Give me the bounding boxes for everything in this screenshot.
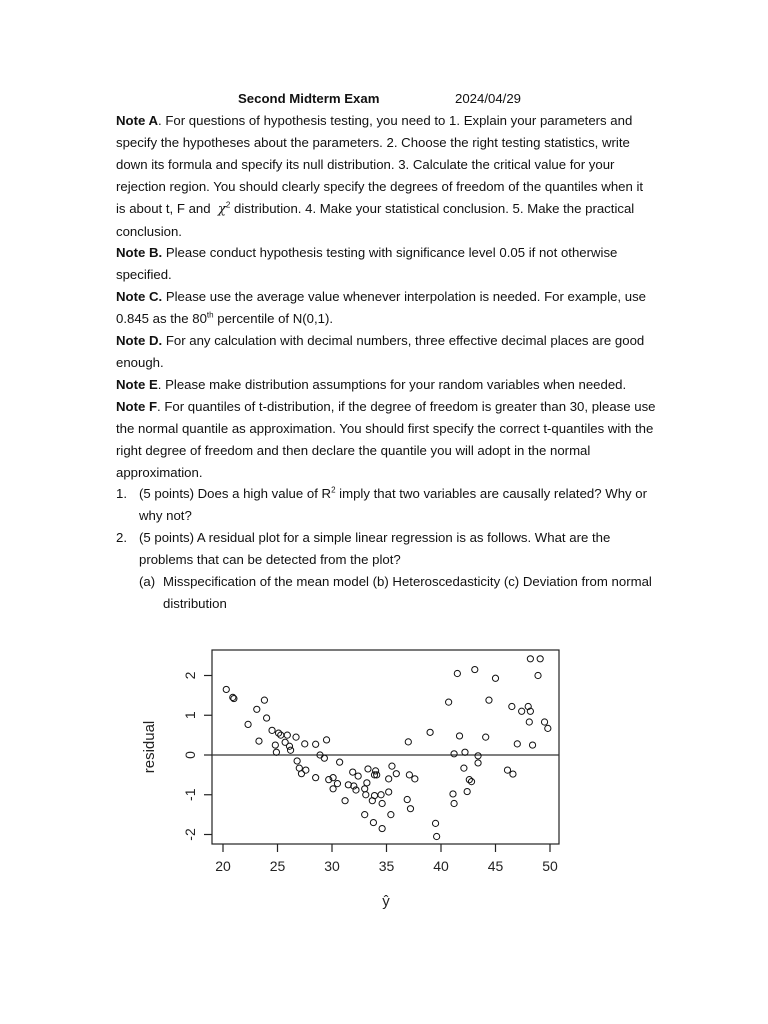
svg-text:-2: -2 bbox=[182, 828, 198, 841]
data-point bbox=[287, 747, 293, 753]
data-point bbox=[313, 775, 319, 781]
note-label: Note C. bbox=[116, 289, 163, 305]
question-2-options: (a) Misspecification of the mean model (b) Heteroscedasticity (c) Deviation from normal distribution bbox=[139, 571, 656, 615]
data-point bbox=[334, 781, 340, 787]
chi-symbol: χ bbox=[217, 201, 226, 217]
data-point bbox=[373, 768, 379, 774]
data-point bbox=[245, 721, 251, 727]
data-point bbox=[404, 796, 410, 802]
data-point bbox=[330, 786, 336, 792]
data-point bbox=[362, 786, 368, 792]
x-axis bbox=[215, 844, 558, 874]
data-point bbox=[456, 733, 462, 739]
data-point bbox=[510, 771, 516, 777]
y-axis-label: residual bbox=[141, 720, 158, 774]
data-point bbox=[223, 686, 229, 692]
svg-text:45: 45 bbox=[487, 858, 504, 874]
data-point bbox=[386, 789, 392, 795]
data-point bbox=[412, 776, 418, 782]
data-point bbox=[386, 776, 392, 782]
svg-text:50: 50 bbox=[542, 858, 558, 874]
data-point bbox=[545, 725, 551, 731]
data-point bbox=[393, 771, 399, 777]
svg-text:2: 2 bbox=[182, 671, 198, 680]
data-point bbox=[406, 772, 412, 778]
data-point bbox=[504, 767, 510, 773]
data-point bbox=[427, 729, 433, 735]
residual-plot bbox=[130, 640, 570, 920]
data-point bbox=[475, 760, 481, 766]
data-point bbox=[365, 766, 371, 772]
data-point bbox=[269, 727, 275, 733]
data-point bbox=[464, 788, 470, 794]
data-point bbox=[451, 800, 457, 806]
data-point bbox=[446, 699, 452, 705]
svg-text:40: 40 bbox=[433, 858, 449, 874]
data-point bbox=[313, 741, 319, 747]
note-b: Note B. Please conduct hypothesis testing with significance level 0.05 if not otherwise specified. bbox=[116, 245, 618, 283]
note-c: Note C. Please use the average value whenever interpolation is needed. For example, use 0.845 as the 80th percentile of N(0,1). bbox=[116, 289, 646, 327]
data-point bbox=[483, 734, 489, 740]
residual-scatter-chart bbox=[130, 640, 570, 920]
note-label: Note F bbox=[116, 398, 158, 414]
data-point bbox=[337, 759, 343, 765]
data-point bbox=[261, 697, 267, 703]
data-point bbox=[475, 753, 481, 759]
option-label: (a) bbox=[139, 574, 156, 590]
data-point bbox=[342, 798, 348, 804]
data-point bbox=[264, 715, 270, 721]
data-point bbox=[284, 732, 290, 738]
note-f: Note F. For quantiles of t-distribution, if the degree of freedom is greater than 30, please use the normal quantile as approximation. You should first specify the correct t-quantiles with the right degree of freedom and then declare the quantile you will adopt in the normal approximation. bbox=[116, 398, 656, 480]
data-point bbox=[363, 792, 369, 798]
data-point bbox=[379, 800, 385, 806]
data-point bbox=[254, 706, 260, 712]
data-point bbox=[407, 806, 413, 812]
data-point bbox=[405, 739, 411, 745]
data-point bbox=[454, 670, 460, 676]
data-point bbox=[388, 812, 394, 818]
note-label: Note B. bbox=[116, 245, 163, 261]
svg-text:1: 1 bbox=[182, 711, 198, 720]
data-point bbox=[286, 743, 292, 749]
plot-frame bbox=[212, 650, 559, 844]
question-number: 2. bbox=[116, 530, 127, 546]
svg-text:20: 20 bbox=[215, 858, 231, 874]
note-a: Note A. For questions of hypothesis testing, you need to 1. Explain your parameters and specify the hypotheses about the parameters. 2. Choose the right testing statistics, write down its formula and specify its null distribution. 3. Calculate the critical value for your rejection region. You should clearly specify the degrees of freedom of the quantiles when it is about t, F and $\chi^2$ distribution. 4. Make your statistical conclusion. 5. Make the practical conclusion. bbox=[116, 113, 644, 239]
exam-date: 2024/04/29 bbox=[455, 91, 522, 106]
data-point bbox=[272, 742, 278, 748]
data-point bbox=[526, 719, 532, 725]
data-point bbox=[389, 763, 395, 769]
data-point bbox=[434, 833, 440, 839]
data-point bbox=[370, 819, 376, 825]
svg-text:-1: -1 bbox=[182, 788, 198, 801]
note-d: Note D. For any calculation with decimal numbers, three effective decimal places are good enough. bbox=[116, 333, 645, 370]
y-axis bbox=[182, 671, 212, 840]
svg-text:30: 30 bbox=[324, 858, 340, 874]
data-point bbox=[461, 765, 467, 771]
data-point bbox=[509, 703, 515, 709]
question-1: 1. (5 points) Does a high value of $R^2$ imply that two variables are causally related? Why or why not? bbox=[116, 483, 656, 527]
data-point bbox=[529, 742, 535, 748]
data-point bbox=[364, 780, 370, 786]
data-point bbox=[519, 708, 525, 714]
question-number: 1. bbox=[116, 486, 127, 502]
header bbox=[116, 88, 656, 110]
note-e: Note E. Please make distribution assumptions for your random variables when needed. bbox=[116, 376, 627, 392]
data-point bbox=[527, 656, 533, 662]
data-point bbox=[294, 758, 300, 764]
exam-page bbox=[116, 88, 656, 615]
data-point bbox=[293, 734, 299, 740]
data-point bbox=[432, 820, 438, 826]
data-points bbox=[223, 656, 551, 840]
exam-title: Second Midterm Exam bbox=[238, 91, 380, 106]
data-point bbox=[323, 737, 329, 743]
data-point bbox=[541, 719, 547, 725]
data-point bbox=[450, 791, 456, 797]
data-point bbox=[355, 773, 361, 779]
data-point bbox=[350, 769, 356, 775]
data-point bbox=[486, 697, 492, 703]
data-point bbox=[302, 741, 308, 747]
data-point bbox=[303, 767, 309, 773]
data-point bbox=[514, 741, 520, 747]
data-point bbox=[362, 812, 368, 818]
note-label: Note A bbox=[116, 113, 159, 128]
data-point bbox=[321, 755, 327, 761]
data-point bbox=[535, 672, 541, 678]
x-axis-label: ŷ bbox=[382, 893, 390, 910]
svg-text:35: 35 bbox=[378, 858, 395, 874]
data-point bbox=[492, 675, 498, 681]
note-label: Note E bbox=[116, 376, 158, 392]
data-point bbox=[378, 792, 384, 798]
svg-text:0: 0 bbox=[182, 751, 198, 759]
data-point bbox=[472, 666, 478, 672]
data-point bbox=[537, 656, 543, 662]
question-2: 2. (5 points) A residual plot for a simple linear regression is as follows. What are the problems that can be detected from the plot? bbox=[116, 527, 656, 571]
data-point bbox=[256, 738, 262, 744]
data-point bbox=[379, 825, 385, 831]
svg-text:25: 25 bbox=[269, 858, 286, 874]
data-point bbox=[451, 751, 457, 757]
note-label: Note D. bbox=[116, 333, 163, 349]
data-point bbox=[371, 792, 377, 798]
